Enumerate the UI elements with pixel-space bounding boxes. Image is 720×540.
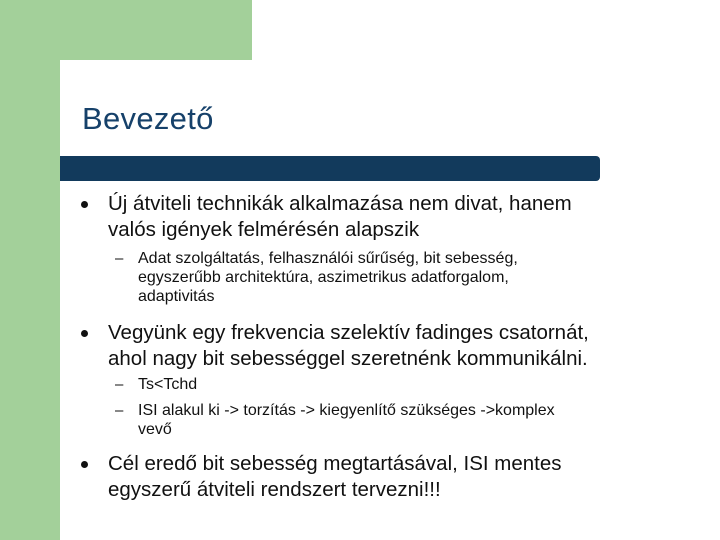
title-underline-bar bbox=[60, 156, 600, 181]
background-accent-left bbox=[0, 0, 60, 540]
bullet-text: Vegyünk egy frekvencia szelektív fadinges csatornát, ahol nagy bit sebességgel szeretnénk kommunikálni. bbox=[108, 321, 589, 370]
background-accent-top bbox=[0, 0, 252, 60]
sub-bullet-dash: – bbox=[115, 402, 124, 419]
bullet-dot bbox=[81, 201, 88, 208]
bullet-text: Cél eredő bit sebesség megtartásával, ISI mentes egyszerű átviteli rendszert tervezni!!! bbox=[108, 452, 562, 501]
sub-bullet-text: Ts<Tchd bbox=[138, 376, 198, 393]
sub-bullet-dash: – bbox=[115, 376, 124, 393]
sub-bullet-text: ISI alakul ki -> torzítás -> kiegyenlítő szükséges ->komplex vevő bbox=[138, 402, 555, 438]
bullet-dot bbox=[81, 461, 88, 468]
bullet-dot bbox=[81, 330, 88, 337]
bullet-text: Új átviteli technikák alkalmazása nem divat, hanem valós igények felmérésén alapszik bbox=[108, 192, 572, 241]
sub-bullet-dash: – bbox=[115, 250, 124, 267]
slide-title: Bevezető bbox=[82, 101, 214, 136]
sub-bullet-text: Adat szolgáltatás, felhasználói sűrűség, bit sebesség, egyszerűbb architektúra, aszimetrikus adatforgalom, adaptivitás bbox=[138, 250, 518, 305]
